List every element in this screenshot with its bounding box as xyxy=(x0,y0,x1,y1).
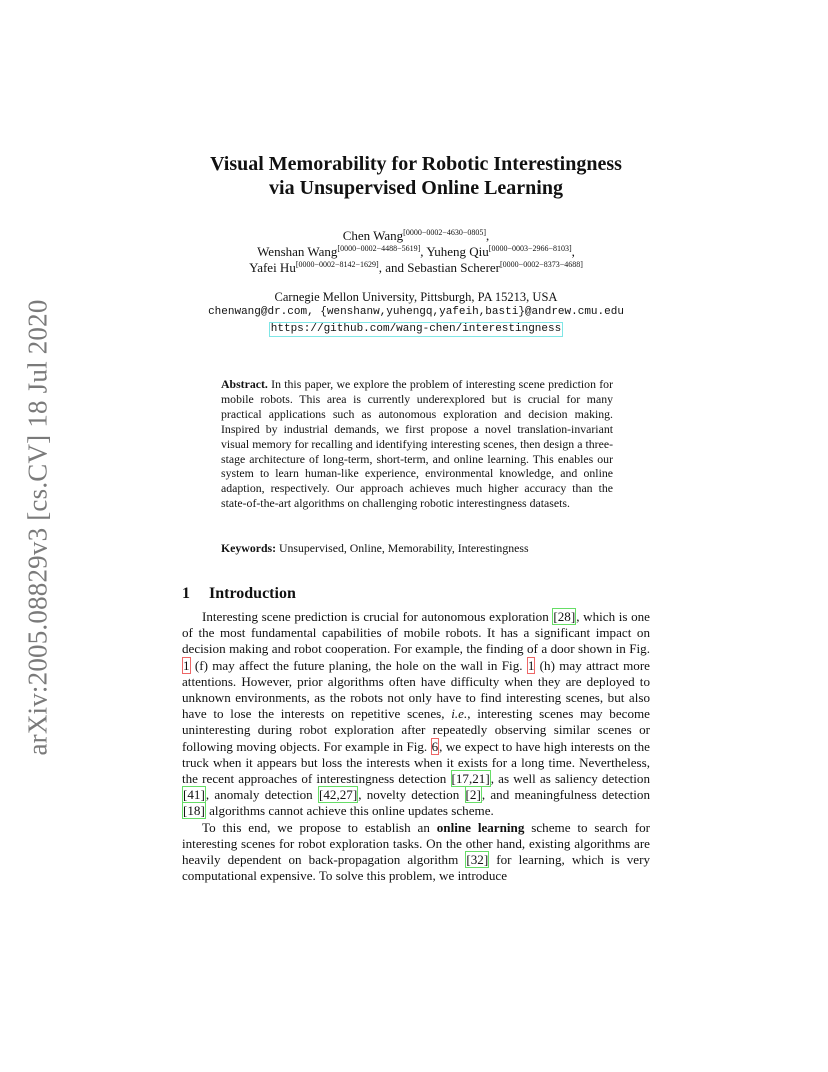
author-orcid: [0000−0002−4488−5619] xyxy=(337,244,421,253)
paper-title xyxy=(160,152,672,200)
author-separator: , xyxy=(420,244,427,259)
author-name: Sebastian Scherer xyxy=(407,260,501,275)
title-line-1: Visual Memorability for Robotic Interestingness xyxy=(210,153,622,175)
author-separator: , xyxy=(486,228,490,243)
text-run: , anomaly detection xyxy=(205,787,318,803)
affiliation-block xyxy=(160,290,672,337)
figure-ref-link[interactable]: 6 xyxy=(431,738,439,754)
author-separator: , xyxy=(571,244,575,259)
title-line-2: via Unsupervised Online Learning xyxy=(269,177,563,199)
abstract xyxy=(221,377,613,511)
text-run: , novelty detection xyxy=(358,787,465,803)
text-run: (h) may attract more attentions. However, prior algorithms often have difficulty when they are deployed to unknown environments, as the robots not only have to find interesting scenes, but also have to lose the interests on repetitive scenes, xyxy=(182,657,650,722)
author-name: Yuheng Qiu xyxy=(426,244,489,259)
project-url-link[interactable]: https://github.com/wang-chen/interestingness xyxy=(270,323,562,335)
citation-link[interactable]: [28] xyxy=(553,609,576,624)
text-run: , we expect to have high interests on the truck when it appears but loss the interests when it exists for a long time. Nevertheless, the recent approaches of interestingness detection xyxy=(182,738,650,787)
keywords-label: Keywords: xyxy=(221,541,277,555)
paragraph xyxy=(182,820,650,885)
text-run: (f) may affect the future planing, the hole on the wall in Fig. xyxy=(190,657,527,673)
author-emails: chenwang@dr.com, {wenshanw,yuhengq,yafeih,basti}@andrew.cmu.edu xyxy=(208,306,624,318)
paragraph xyxy=(182,609,650,820)
text-run-italic: i.e. xyxy=(451,706,468,722)
section-number: 1 xyxy=(182,585,190,602)
citation-link[interactable]: [2] xyxy=(465,787,481,803)
keywords-text: Unsupervised, Online, Memorability, Interestingness xyxy=(279,541,529,555)
figure-ref-link[interactable]: 1 xyxy=(527,657,535,673)
introduction-body xyxy=(182,609,650,884)
author-name: Chen Wang xyxy=(342,228,404,243)
text-run: scheme to search for interesting scenes for robot exploration tasks. On the other hand, existing algorithms are heavily dependent on back-propagation algorithm xyxy=(182,819,650,868)
citation-link[interactable]: [41] xyxy=(183,787,205,803)
affiliation: Carnegie Mellon University, Pittsburgh, PA 15213, USA xyxy=(274,290,558,304)
text-run: , as well as saliency detection xyxy=(490,771,650,787)
author-list xyxy=(160,228,672,276)
figure-ref-link[interactable]: 1 xyxy=(183,657,190,673)
text-run-bold: online learning xyxy=(436,819,525,835)
text-run: , which is one of the most fundamental capabilities of mobile robots. It has a significant impact on decision making and robot cooperation. For example, the finding of a door shown in Fig. xyxy=(182,609,650,657)
abstract-label: Abstract. xyxy=(221,377,268,391)
text-run: , interesting scenes may become uninteresting during robot exploration after repeatedly observing similar scenes or following moving objects. For example in Fig. xyxy=(182,706,650,754)
author-orcid: [0000−0002−8373−4688] xyxy=(500,260,583,269)
text-run: , and meaningfulness detection xyxy=(481,787,650,803)
author-name: Yafei Hu xyxy=(249,260,296,275)
arxiv-identifier: arXiv:2005.08829v3 [cs.CV] 18 Jul 2020 xyxy=(22,298,53,756)
author-orcid: [0000−0003−2966−8103] xyxy=(488,244,572,253)
abstract-text: In this paper, we explore the problem of interesting scene prediction for mobile robots. This area is currently underexplored but is crucial for many practical applications such as autonomous exploration and decision making. Inspired by industrial demands, we first propose a novel translation-invariant visual memory for recalling and identifying interesting scenes, then design a three-stage architecture of long-term, short-term, and online learning. This enables our system to learn human-like experience, environmental knowledge, and online adaption, respectively. Our approach achieves much higher accuracy than the state-of-the-art algorithms on challenging robotic interestingness datasets. xyxy=(221,377,613,511)
citation-link[interactable]: [42,27] xyxy=(319,787,358,803)
author-name: Wenshan Wang xyxy=(257,244,338,259)
section-title: Introduction xyxy=(209,585,296,602)
citation-link[interactable]: [32] xyxy=(466,852,489,868)
text-run: Interesting scene prediction is crucial for autonomous exploration xyxy=(202,609,553,624)
text-run: To this end, we propose to establish an xyxy=(202,819,437,835)
keywords xyxy=(221,541,613,556)
arxiv-sidebar xyxy=(16,295,60,759)
citation-link[interactable]: [17,21] xyxy=(451,771,490,787)
text-run: for learning, which is very computational expensive. To solve this problem, we introduce xyxy=(182,852,651,884)
citation-link[interactable]: [18] xyxy=(183,803,205,819)
author-separator: , and xyxy=(378,260,408,275)
author-orcid: [0000−0002−8142−1629] xyxy=(295,260,379,269)
text-run: algorithms cannot achieve this online updates scheme. xyxy=(205,803,494,819)
author-orcid: [0000−0002−4630−0805] xyxy=(403,228,487,237)
section-heading xyxy=(182,584,296,604)
